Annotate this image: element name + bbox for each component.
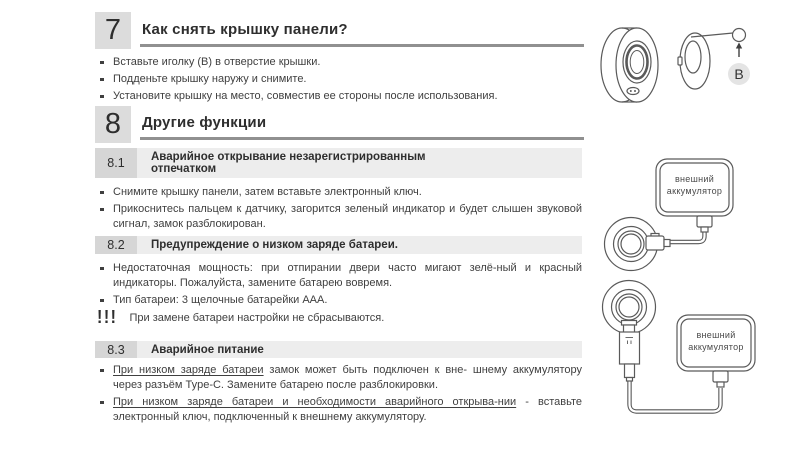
section-8-number: 8 [95, 106, 131, 143]
subsection-8-2-title: Предупреждение о низком заряде батареи. [151, 239, 398, 251]
underlined-phrase: При низком заряде батареи и необходимости аварийного открыва-нии [113, 396, 517, 408]
battery-label-line1: внешний [696, 330, 736, 340]
subsection-8-1-list [99, 185, 582, 234]
underlined-phrase: При низком заряде батареи [113, 364, 264, 376]
subsection-8-2-list [99, 261, 582, 310]
electronic-key-icon [620, 321, 640, 382]
section-8-rule [140, 137, 584, 140]
subsection-8-3-number: 8.3 [95, 341, 137, 358]
list-item: Вставьте иголку (B) в отверстие крышки. [99, 55, 582, 70]
list-item: Установите крышку на место, совместив ее стороны после использования. [99, 89, 582, 104]
subsection-8-1-number: 8.1 [95, 148, 137, 178]
warning-exclamation-icon: !!! [97, 308, 118, 328]
battery-label-line2: аккумулятор [688, 342, 744, 352]
warning-text: При замене батареи настройки не сбрасываются. [129, 312, 385, 324]
section-8-title: Другие функции [142, 114, 267, 131]
battery-label-line2: аккумулятор [666, 186, 723, 196]
cable-line [670, 232, 705, 242]
battery-warning [97, 308, 384, 326]
phrase-rest: - вставьте электронный ключ, подключенный к внешнему аккумулятору. [113, 396, 582, 423]
list-item: Прикоснитесь пальцем к датчику, загорится зеленый индикатор и будет слышен звуковой сигнал, замок разблокирован. [99, 202, 582, 232]
battery-label-line1: внешний [674, 174, 715, 184]
list-item: Снимите крышку панели, затем вставьте электронный ключ. [99, 185, 582, 200]
section-7-list [99, 55, 582, 106]
subsection-8-2-number: 8.2 [95, 236, 137, 254]
list-item: Недостаточная мощность: при отпирании двери часто мигают зелё-ный и красный индикаторы. Пожалуйста, замените батарею вовремя. [99, 261, 582, 291]
subsection-8-1-header [95, 148, 582, 178]
external-battery-figure-top [596, 156, 748, 278]
usb-plug-icon [646, 234, 670, 251]
power-bank-icon [677, 315, 755, 387]
b-label-badge [728, 63, 750, 85]
b-label: B [734, 66, 744, 82]
section-7-title: Как снять крышку панели? [142, 21, 348, 38]
cable-line [630, 381, 721, 412]
power-bank-icon [656, 159, 733, 232]
arrow-up-icon [736, 43, 742, 58]
phrase-rest: замок может быть подключен к вне- шнему аккумулятору через разъём Type-C. Замените батарею после разблокировки. [113, 364, 583, 391]
subsection-8-3-header [95, 341, 582, 358]
section-7-rule [140, 44, 584, 47]
subsection-8-3-list [99, 363, 582, 427]
cover-removal-figure [596, 20, 760, 116]
section-7-number: 7 [95, 12, 131, 49]
list-item [99, 395, 582, 425]
list-item: Тип батареи: 3 щелочные батарейки AAA. [99, 293, 582, 308]
panel-cover-icon [678, 33, 710, 89]
subsection-8-3-title: Аварийное питание [151, 343, 264, 356]
lock-panel-icon [601, 28, 658, 102]
list-item: Подденьте крышку наружу и снимите. [99, 72, 582, 87]
subsection-8-1-title: Аварийное открывание незарегистрированным отпечатком [151, 150, 426, 175]
external-battery-figure-bottom [596, 276, 766, 418]
list-item [99, 363, 582, 393]
subsection-8-2-header [95, 236, 582, 254]
